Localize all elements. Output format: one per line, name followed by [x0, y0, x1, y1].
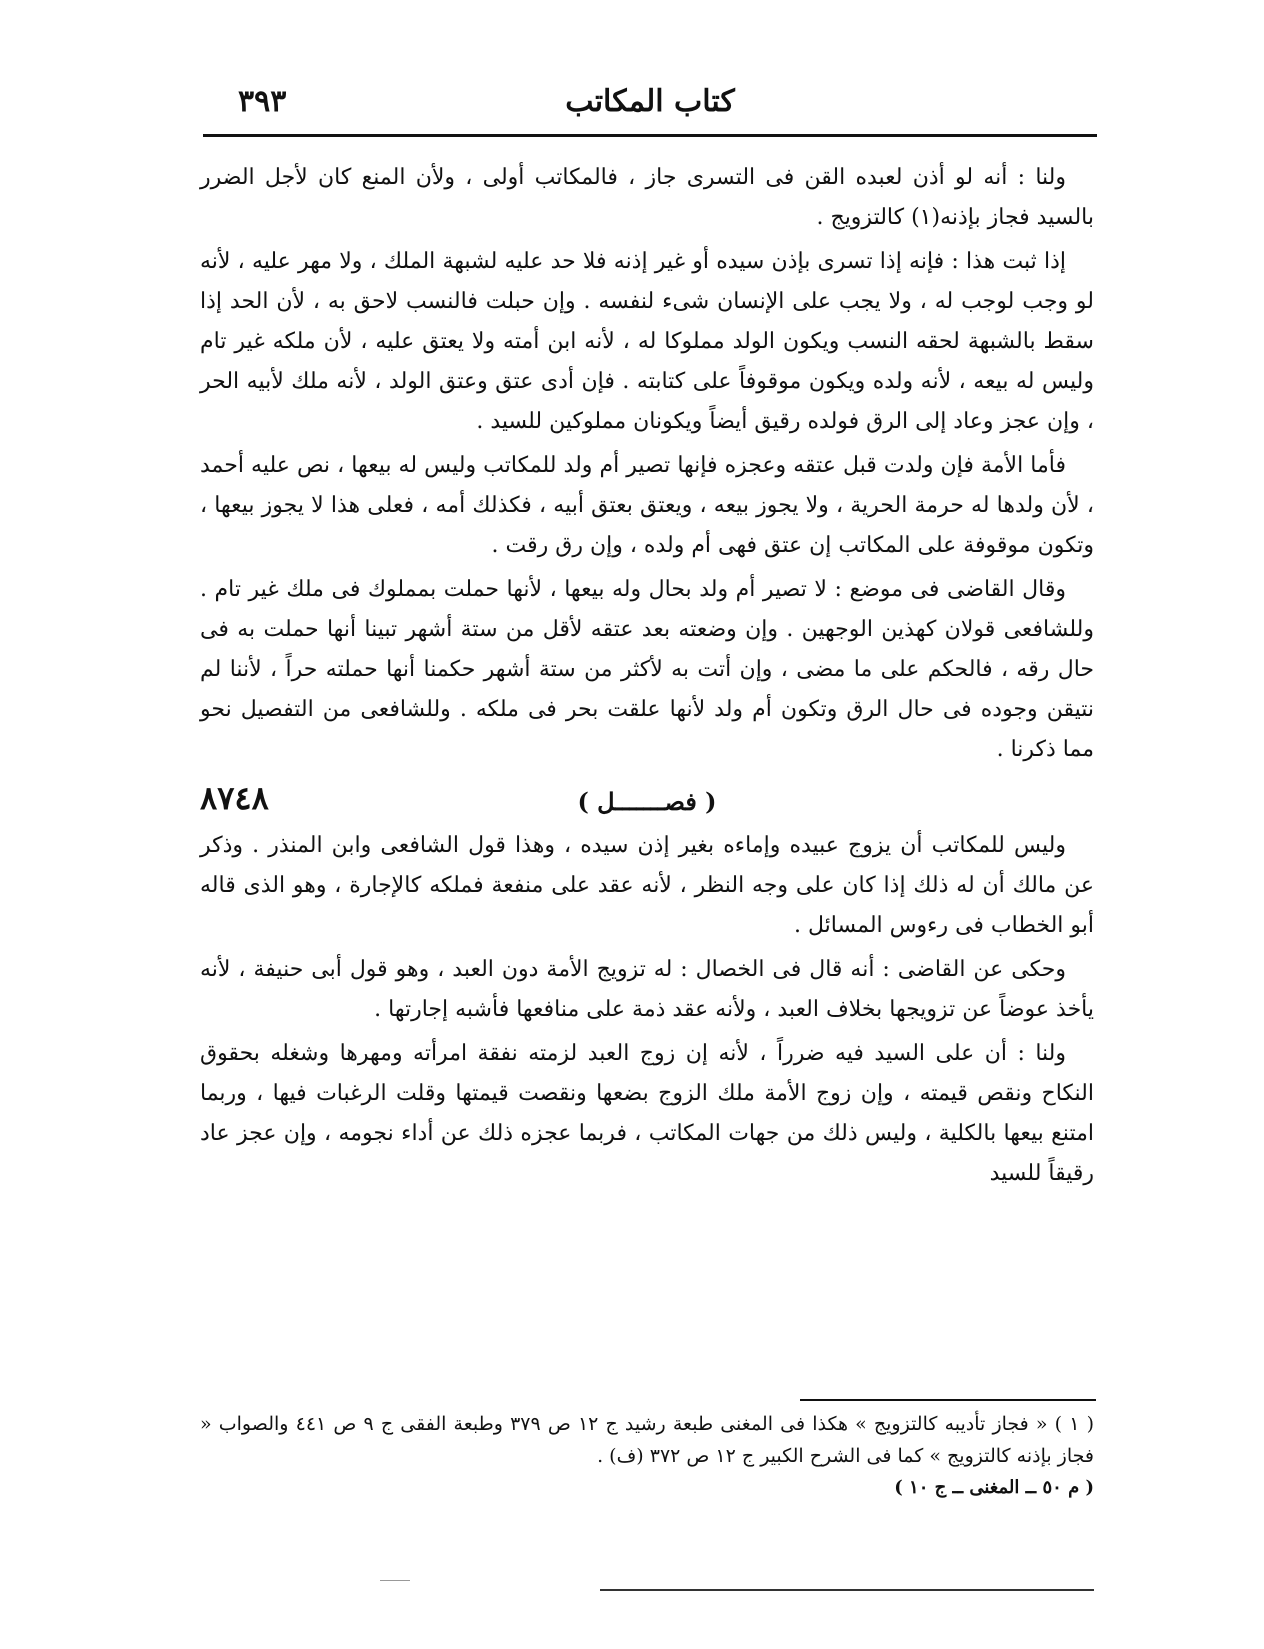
running-header — [200, 84, 1100, 124]
page-number: ٣٩٣ — [238, 84, 287, 119]
paragraph: وقال القاضى فى موضع : لا تصير أم ولد بحال وله بيعها ، لأنها حملت بمملوك فى ملك غير تام . وللشافعى قولان كهذين الوجهين . وإن وضعته بعد عتقه لأقل من ستة أشهر تبينا أنها حملت به فى حال رقه ، فالحكم على ما مضى ، وإن أتت به لأكثر من ستة أشهر حكمنا أنها حملته حراً ، لأننا لم نتيقن وجوده فى حال الرق وتكون أم ولد لأنها علقت بحر فى ملكه . وللشافعى من التفصيل نحو مما ذكرنا . — [200, 577, 1094, 762]
scan-mark — [380, 1580, 410, 1581]
chapter-title: كتاب المكاتب — [565, 84, 735, 119]
paragraph: إذا ثبت هذا : فإنه إذا تسرى بإذن سيده أو غير إذنه فلا حد عليه لشبهة الملك ، ولا مهر عليه ، لأنه لو وجب لوجب له ، ولا يجب على الإنسان شىء لنفسه . وإن حبلت فالنسب لاحق به ، لأن الحد إذا سقط بالشبهة لحقه النسب ويكون الولد مملوكا له ، لأنه ابن أمته ولا يعتق عليه ، لأن ملكه غير تام وليس له بيعه ، لأنه ولده ويكون موقوفاً على كتابته . فإن أدى عتق وعتق الولد ، لأنه ملك لأبيه الحر ، وإن عجز وعاد إلى الرق فولده رقيق أيضاً ويكونان مملوكين للسيد . — [200, 249, 1094, 434]
paragraph: وليس للمكاتب أن يزوج عبيده وإماءه بغير إذن سيده ، وهذا قول الشافعى وابن المنذر . وذكر عن مالك أن له ذلك إذا كان على وجه النظر ، لأنه عقد على منفعة فملكه كالإجارة ، وهو الذى قاله أبو الخطاب فى رءوس المسائل . — [200, 833, 1094, 938]
paragraph: ولنا : أنه لو أذن لعبده القن فى التسرى جاز ، فالمكاتب أولى ، ولأن المنع كان لأجل الضرر بالسيد فجاز بإذنه(١) كالتزويج . — [200, 165, 1094, 230]
footnotes — [200, 1408, 1094, 1472]
paragraph: وحكى عن القاضى : أنه قال فى الخصال : له تزويج الأمة دون العبد ، وهو قول أبى حنيفة ، لأنه يأخذ عوضاً عن تزويجها بخلاف العبد ، ولأنه عقد ذمة على منافعها فأشبه إجارتها . — [200, 957, 1094, 1022]
header-rule — [203, 134, 1097, 137]
section-label: ( فصـــــــل ) — [577, 787, 717, 816]
signature-line: ( م ٥٠ ــ المغنى ــ ج ١٠ ) — [894, 1477, 1094, 1498]
paragraph: ولنا : أن على السيد فيه ضرراً ، لأنه إن زوج العبد لزمته نفقة امرأته ومهرها وشغله بحقوق النكاح ونقص قيمته ، وإن زوج الأمة ملك الزوج بضعها ونقصت قيمتها وقلت الرغبات فيها ، وربما امتنع بيعها بالكلية ، وليس ذلك من جهات المكاتب ، فربما عجزه ذلك عن أداء نجومه ، وإن عجز عاد رقيقاً للسيد — [200, 1041, 1094, 1186]
section-heading — [200, 778, 1094, 822]
main-text — [200, 158, 1094, 1198]
bottom-rule — [600, 1589, 1094, 1591]
paragraph: فأما الأمة فإن ولدت قبل عتقه وعجزه فإنها تصير أم ولد للمكاتب وليس له بيعها ، نص عليه أحمد ، لأن ولدها له حرمة الحرية ، ولا يجوز بيعه ، ويعتق بعتق أبيه ، فكذلك أمه ، فعلى هذا لا يجوز بيعها ، وتكون موقوفة على المكاتب إن عتق فهى أم ولده ، وإن رق رقت . — [200, 453, 1094, 558]
footnote-rule — [800, 1399, 1096, 1401]
section-number: ٨٧٤٨ — [200, 779, 269, 817]
footnote: ( ١ ) « فجاز تأديبه كالتزويج » هكذا فى المغنى طبعة رشيد ج ١٢ ص ٣٧٩ وطبعة الفقى ج ٩ ص ٤٤١ والصواب « فجاز بإذنه كالتزويج » كما فى الشرح الكبير ج ١٢ ص ٣٧٢ (ف) . — [200, 1413, 1095, 1467]
